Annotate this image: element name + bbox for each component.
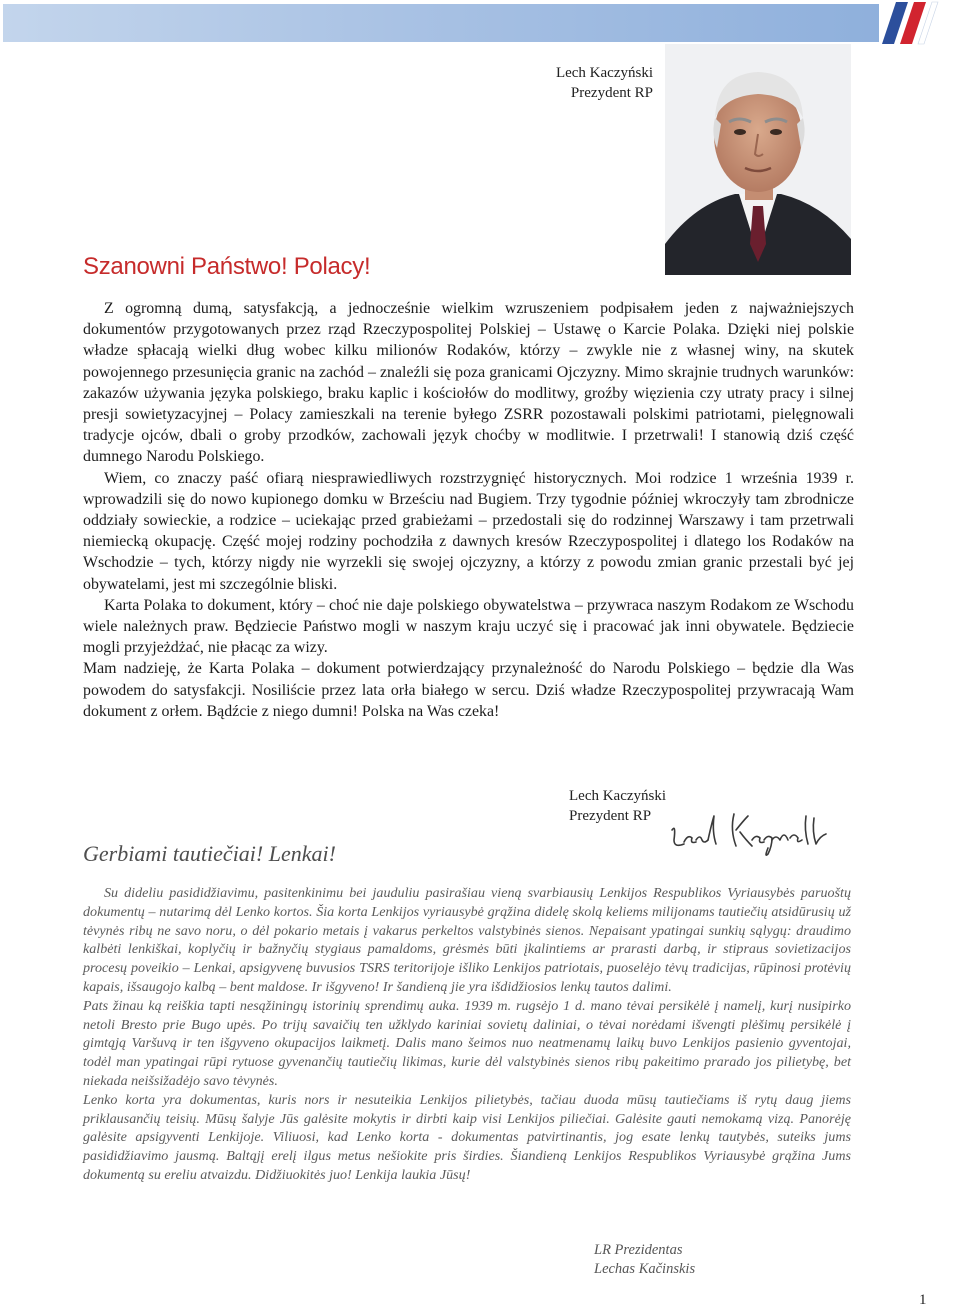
page-number: 1 bbox=[919, 1292, 927, 1308]
portrait-photo bbox=[665, 44, 851, 275]
polish-letter-body bbox=[83, 298, 854, 722]
author-caption bbox=[556, 63, 653, 103]
lithuanian-signature-name: Lechas Kačinskis bbox=[594, 1261, 696, 1277]
polish-paragraph: Karta Polaka to dokument, który – choć nie daje polskiego obywatelstwa – przywraca naszym Rodakom ze Wschodu wiele należnych praw. Będziecie Państwo mogli w naszym kraju uczyć się i pracować jak inni obywatele. Będziecie mogli przyjeżdżać, nie płacąc za wizy. bbox=[83, 596, 854, 657]
header-bar bbox=[3, 4, 879, 42]
lithuanian-paragraph: Lenko korta yra dokumentas, kuris nors ir nesuteikia Lenkijos pilietybės, tačiau duoda mūsų tautiečiams iš rytų daug jiems priklausančių teisių. Mūsų šalyje Jūs galėsite mokytis ir dirbti kaip visi Lenkijos piliečiai. Galėsite gauti nemokamą vizą. Panorėję galėsite apsigyventi Lenkijoje. Viliuosi, kad Lenko korta - dokumentas patvirtinantis, jog esate lenkų tautybės, suteiks jums pasididžiavimo jausmą. Baltąjį erelį ilgus metus nešiokite pris širdies. Šiandieną Lenkijos Respublikos Vyriausybė grąžina Jums dokumentą su ereliu atvaizdu. Didžiuokitės juo! Lenkija laukia Jūsų! bbox=[83, 1091, 851, 1183]
polish-paragraph: Z ogromną dumą, satysfakcją, a jednocześnie wielkim wzruszeniem podpisałem jeden z najważniejszych dokumentów przygotowanych przez rząd Rzeczypospolitej Polskiej – Ustawę o Karcie Polaka. Dzięki niej polskie władze spłacają wielki dług wobec kilku milionów Rodaków, którzy – zwykle nie z własnej winy, na skutek powojennego przesunięcia granic na zachód – znaleźli się poza granicami Ojczyzny. Mimo skrajnie trudnych warunków: zakazów używania języka polskiego, braku kaplic i kościołów do modlitwy, groźby więzienia czy utraty pracy i silnej presji sowietyzacyjnej – Polacy zamieszkali na terenie byłego ZSRR pozostawali polskimi patriotami, pielęgnowali tradycje ojców, dbali o groby przodków, zachowali język choćby w modlitwie. I przetrwali! I stanowią dziś część dumnego Narodu Polskiego. bbox=[83, 300, 854, 466]
flag-stripes-logo bbox=[872, 0, 960, 46]
polish-paragraph: Wiem, co znaczy paść ofiarą niesprawiedliwych rozstrzygnięć historycznych. Moi rodzice 1 września 1939 r. wprowadzili się do nowo kupionego domku w Brześciu nad Bugiem. Trzy tygodnie później wkroczyły tam zbrodnicze oddziały sowieckie, a rodzice – uciekając przed grabieżami – przedostali się do rodzinnej Warszawy i tam przetrwali niemiecką okupację. Część mojej rodziny pochodziła z dawnych kresów Rzeczypospolitej i dlatego los Rodaków na Wschodzie – tych, którzy nigdy nie wyrzekli się swojej ojczyzny, a którzy z powodu zmian granic przestali być jej obywatelami, jest mi szczególnie bliski. bbox=[83, 469, 854, 593]
portrait-image bbox=[665, 44, 851, 275]
lithuanian-paragraph: Su dideliu pasididžiavimu, pasitenkinimu bei jauduliu pasirašiau vieną svarbiausių Lenkijos Respublikos Vyriausybės paruoštų dokumentų – nutarimą dėl Lenko kortos. Šia korta Lenkijos vyriausybė grąžina didelę skolą keliems milijonams tautiečių atsidūrusių už tėvynės ribų ne savo noru, o dėl pokario metais į vakarus perkeltos valstybinės sienos. Nepaisant ypatingai sunkių sąlygų: draudimo kalbėti lenkiškai, koplyčių ir bažnyčių stygiaus pamaldoms, grėsmės būti įkalintiems ar prarasti darbą, ir stipraus sovietizacijos procesų poveikio – Lenkai, apsigyvenę buvusios TSRS teritorijoje išliko Lenkijos patriotais, puoselėjo tėvų tradicijas, rūpinosi protėvių kapais, išsaugojo kalbą – bent maldose. Ir išgyveno! Ir šandieną jie yra išdidžiosios lenkų tautos dalimi. bbox=[83, 885, 851, 995]
lithuanian-paragraph: Pats žinau ką reiškia tapti nesąžiningų istorinių sprendimų auka. 1939 m. rugsėjo 1 d. mano tėvai persikėlė į namelį, kurį nusipirko netoli Bresto prie Bugo upės. Po trijų savaičių ten užklydo kariniai sovietų daliniai, o tėvai norėdami išvengti plėšimų persikėlė į gimtąją Varšuvą ir ten išgyveno okupacijos laikmetį. Dalis mano šeimos nuo neatmenamų laikų buvo Lenkijos pasienio gyventojai, todėl man ypatingai rūpi rytuose gyvenančių tautiečių likimas, kurie dėl valstybinės sienos ribų pakeitimo prarado jos pilietybę, bet niekada neišsižadėjo savo tėvynės. bbox=[83, 997, 851, 1089]
lithuanian-letter-body bbox=[83, 884, 851, 1185]
signature-title: Prezydent RP bbox=[569, 808, 652, 824]
polish-paragraph: Mam nadzieję, że Karta Polaka – dokument potwierdzający przynależność do Narodu Polskiego – będzie dla Was powodem do satysfakcji. Nosiliście przez lata orła białego w sercu. Dziś władze Rzeczypospolitej przywracają Wam dokument z orłem. Bądźcie z niego dumni! Polska na Was czeka! bbox=[83, 660, 854, 720]
polish-greeting: Szanowni Państwo! Polacy! bbox=[83, 253, 371, 280]
lithuanian-greeting: Gerbiami tautiečiai! Lenkai! bbox=[83, 841, 336, 866]
lithuanian-signature-block bbox=[594, 1241, 695, 1279]
handwritten-signature bbox=[664, 800, 834, 862]
polish-signature-block bbox=[569, 786, 666, 826]
signature-name: Lech Kaczyński bbox=[569, 788, 667, 804]
author-title: Prezydent RP bbox=[570, 85, 653, 101]
author-name: Lech Kaczyński bbox=[555, 65, 653, 81]
lithuanian-signature-title: LR Prezidentas bbox=[594, 1242, 683, 1258]
